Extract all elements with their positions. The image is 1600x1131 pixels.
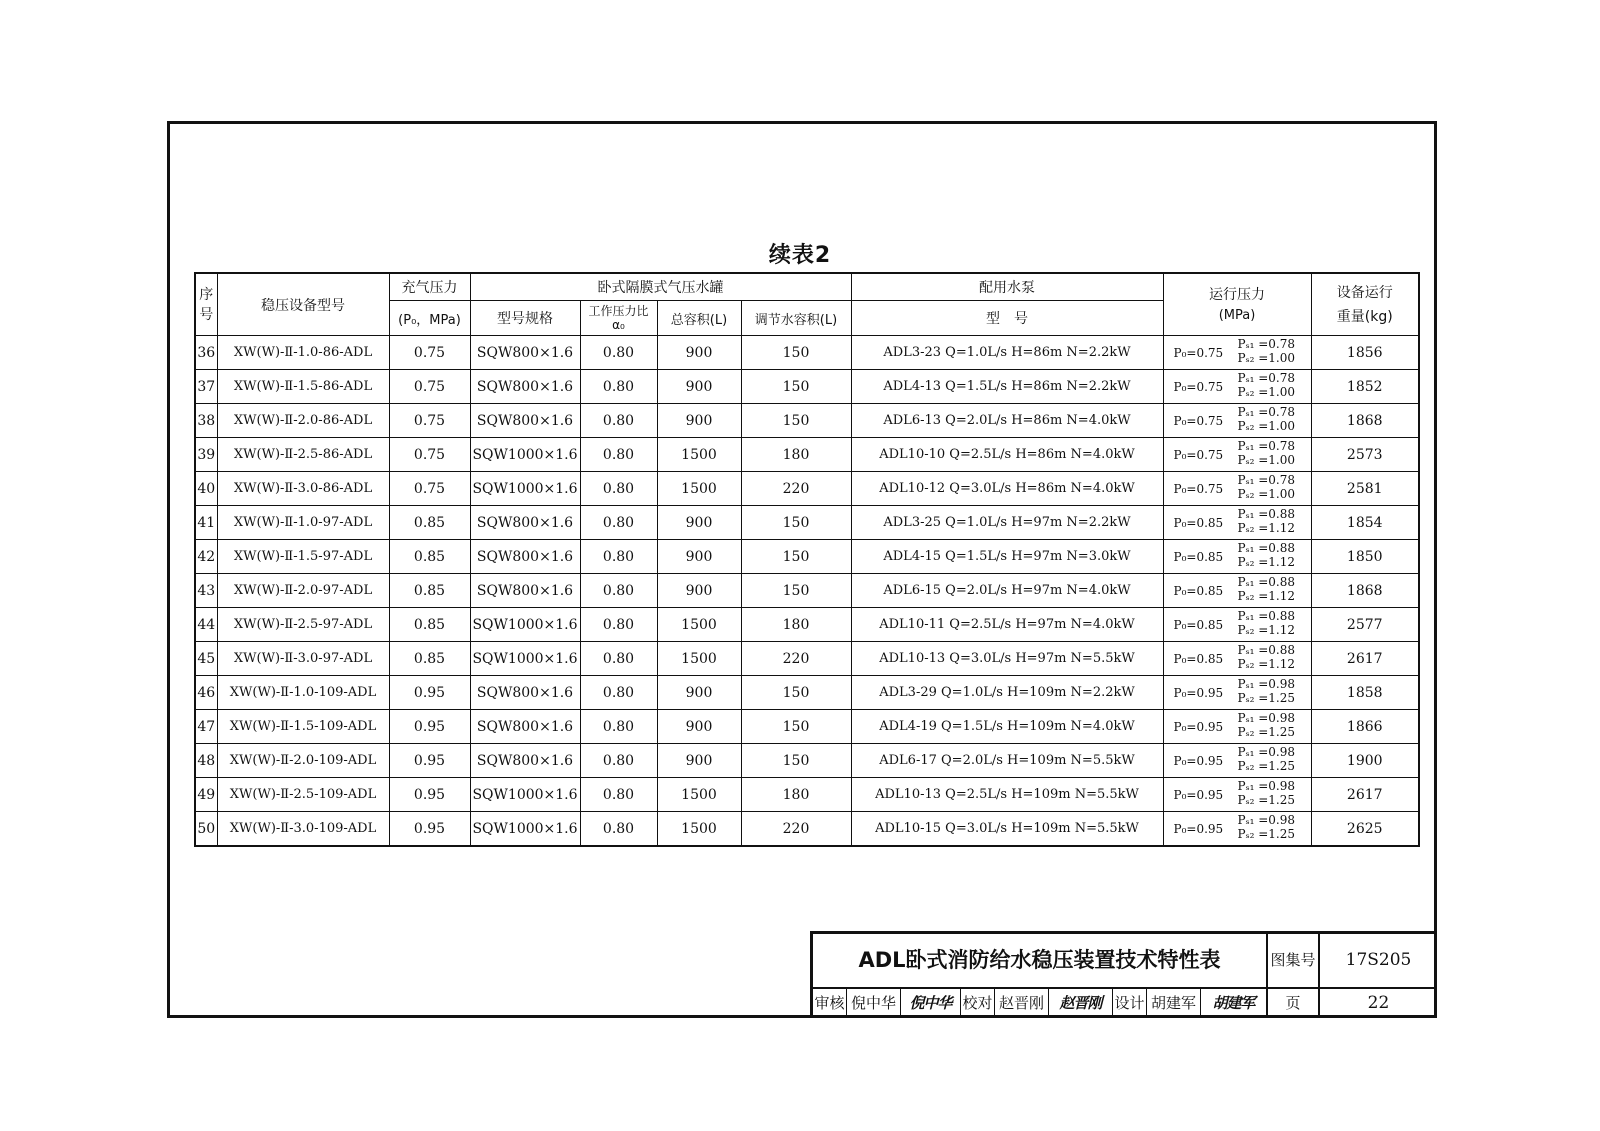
- table-row: [195, 574, 1419, 608]
- pump-model: ADL3-29 Q=1.0L/s H=109m N=2.2kW: [851, 676, 1163, 710]
- spec-table: [194, 272, 1420, 847]
- tank-model: SQW1000×1.6: [470, 438, 580, 472]
- atlas-label: 图集号: [1268, 934, 1320, 987]
- run-pressure-p0: P₀=0.95: [1173, 822, 1224, 836]
- table-row: [195, 472, 1419, 506]
- row-number: 40: [195, 472, 217, 506]
- run-pressure-ps1: Pₛ₁ =0.88: [1237, 507, 1296, 521]
- header-work-ratio-label: 工作压力比: [588, 304, 649, 318]
- title-block: [810, 931, 1437, 1018]
- device-model: XW(W)-Ⅱ-3.0-109-ADL: [217, 812, 389, 847]
- work-ratio: 0.80: [580, 778, 657, 812]
- total-volume: 1500: [657, 812, 741, 847]
- charge-pressure: 0.75: [389, 404, 470, 438]
- total-volume: 1500: [657, 608, 741, 642]
- pump-model: ADL6-15 Q=2.0L/s H=97m N=4.0kW: [851, 574, 1163, 608]
- tank-model: SQW1000×1.6: [470, 608, 580, 642]
- row-number: 50: [195, 812, 217, 847]
- device-model: XW(W)-Ⅱ-1.0-109-ADL: [217, 676, 389, 710]
- tank-model: SQW1000×1.6: [470, 778, 580, 812]
- work-ratio: 0.80: [580, 676, 657, 710]
- run-pressure-p0: P₀=0.85: [1173, 550, 1224, 564]
- run-pressure: [1163, 506, 1311, 540]
- header-pump-model: 型 号: [851, 301, 1163, 336]
- run-pressure: [1163, 812, 1311, 847]
- charge-pressure: 0.75: [389, 336, 470, 370]
- run-pressure-p0: P₀=0.95: [1173, 788, 1224, 802]
- tank-model: SQW800×1.6: [470, 676, 580, 710]
- total-volume: 1500: [657, 778, 741, 812]
- device-model: XW(W)-Ⅱ-2.5-97-ADL: [217, 608, 389, 642]
- total-volume: 900: [657, 574, 741, 608]
- run-pressure-ps2: Pₛ₂ =1.25: [1237, 827, 1296, 841]
- tank-model: SQW1000×1.6: [470, 812, 580, 847]
- operating-weight: 1866: [1311, 710, 1419, 744]
- row-number: 46: [195, 676, 217, 710]
- operating-weight: 1868: [1311, 404, 1419, 438]
- run-pressure-ps2: Pₛ₂ =1.25: [1237, 691, 1296, 705]
- header-weight-label: 设备运行: [1336, 284, 1393, 301]
- table-row: [195, 710, 1419, 744]
- work-ratio: 0.80: [580, 812, 657, 847]
- row-number: 37: [195, 370, 217, 404]
- charge-pressure: 0.75: [389, 370, 470, 404]
- operating-weight: 1858: [1311, 676, 1419, 710]
- run-pressure-p0: P₀=0.85: [1173, 516, 1224, 530]
- checker-signature: 赵晋刚: [1049, 989, 1113, 1018]
- page-number: 22: [1367, 993, 1390, 1013]
- run-pressure-ps: [1238, 473, 1296, 501]
- work-ratio: 0.80: [580, 506, 657, 540]
- tank-model: SQW800×1.6: [470, 506, 580, 540]
- operating-weight: 1850: [1311, 540, 1419, 574]
- header-work-ratio: [580, 301, 657, 336]
- tank-model: SQW800×1.6: [470, 336, 580, 370]
- run-pressure-ps: [1238, 337, 1296, 365]
- pump-model: ADL4-15 Q=1.5L/s H=97m N=3.0kW: [851, 540, 1163, 574]
- device-model: XW(W)-Ⅱ-1.5-109-ADL: [217, 710, 389, 744]
- device-model: XW(W)-Ⅱ-3.0-97-ADL: [217, 642, 389, 676]
- device-model: XW(W)-Ⅱ-2.0-97-ADL: [217, 574, 389, 608]
- header-charge-pressure-unit: (P₀，MPa): [389, 301, 470, 336]
- tank-model: SQW800×1.6: [470, 744, 580, 778]
- adjust-volume: 180: [741, 778, 851, 812]
- row-number: 42: [195, 540, 217, 574]
- charge-pressure: 0.75: [389, 438, 470, 472]
- header-device-model: 稳压设备型号: [217, 273, 389, 336]
- operating-weight: 2617: [1311, 642, 1419, 676]
- run-pressure-ps1: Pₛ₁ =0.98: [1237, 711, 1296, 725]
- run-pressure-ps2: Pₛ₂ =1.00: [1237, 385, 1296, 399]
- run-pressure: [1163, 710, 1311, 744]
- run-pressure: [1163, 370, 1311, 404]
- charge-pressure: 0.95: [389, 744, 470, 778]
- run-pressure-p0: P₀=0.75: [1173, 482, 1224, 496]
- run-pressure-p0: P₀=0.85: [1173, 618, 1224, 632]
- tank-model: SQW1000×1.6: [470, 642, 580, 676]
- work-ratio: 0.80: [580, 574, 657, 608]
- run-pressure-ps2: Pₛ₂ =1.12: [1237, 589, 1296, 603]
- device-model: XW(W)-Ⅱ-1.5-86-ADL: [217, 370, 389, 404]
- header-weight: [1311, 273, 1419, 336]
- pump-model: ADL6-13 Q=2.0L/s H=86m N=4.0kW: [851, 404, 1163, 438]
- pump-model: ADL10-10 Q=2.5L/s H=86m N=4.0kW: [851, 438, 1163, 472]
- run-pressure-p0: P₀=0.85: [1173, 584, 1224, 598]
- table-row: [195, 642, 1419, 676]
- header-work-ratio-symbol: α₀: [612, 318, 625, 332]
- header-run-pressure-unit: (MPa): [1218, 307, 1256, 323]
- run-pressure-ps1: Pₛ₁ =0.88: [1237, 541, 1296, 555]
- run-pressure: [1163, 608, 1311, 642]
- total-volume: 900: [657, 676, 741, 710]
- total-volume: 900: [657, 336, 741, 370]
- row-number: 38: [195, 404, 217, 438]
- operating-weight: 2625: [1311, 812, 1419, 847]
- table-row: [195, 506, 1419, 540]
- work-ratio: 0.80: [580, 438, 657, 472]
- row-number: 47: [195, 710, 217, 744]
- adjust-volume: 150: [741, 336, 851, 370]
- header-total-volume: 总容积(L): [657, 301, 741, 336]
- run-pressure-ps: [1238, 371, 1296, 399]
- device-model: XW(W)-Ⅱ-1.0-86-ADL: [217, 336, 389, 370]
- table-row: [195, 778, 1419, 812]
- run-pressure-ps: [1238, 677, 1296, 705]
- adjust-volume: 150: [741, 710, 851, 744]
- operating-weight: 1856: [1311, 336, 1419, 370]
- total-volume: 900: [657, 506, 741, 540]
- table-row: [195, 540, 1419, 574]
- run-pressure: [1163, 540, 1311, 574]
- row-number: 36: [195, 336, 217, 370]
- header-run-pressure-label: 运行压力: [1209, 286, 1265, 303]
- atlas-number: 17S205: [1345, 950, 1412, 970]
- work-ratio: 0.80: [580, 710, 657, 744]
- run-pressure: [1163, 336, 1311, 370]
- operating-weight: 1854: [1311, 506, 1419, 540]
- title-block-sign-row: [813, 989, 1437, 1018]
- work-ratio: 0.80: [580, 744, 657, 778]
- table-row: [195, 744, 1419, 778]
- run-pressure-ps1: Pₛ₁ =0.98: [1237, 745, 1296, 759]
- charge-pressure: 0.75: [389, 472, 470, 506]
- adjust-volume: 220: [741, 472, 851, 506]
- adjust-volume: 150: [741, 540, 851, 574]
- pump-model: ADL4-13 Q=1.5L/s H=86m N=2.2kW: [851, 370, 1163, 404]
- run-pressure-ps1: Pₛ₁ =0.98: [1237, 779, 1296, 793]
- run-pressure-ps1: Pₛ₁ =0.88: [1237, 609, 1296, 623]
- run-pressure-ps2: Pₛ₂ =1.25: [1237, 793, 1296, 807]
- header-pump-group: 配用水泵: [851, 273, 1163, 301]
- header-tank-group: 卧式隔膜式气压水罐: [470, 273, 851, 301]
- work-ratio: 0.80: [580, 642, 657, 676]
- pump-model: ADL10-15 Q=3.0L/s H=109m N=5.5kW: [851, 812, 1163, 847]
- run-pressure-ps1: Pₛ₁ =0.98: [1237, 677, 1296, 691]
- spec-table-body: [195, 336, 1419, 847]
- design-label: 设计: [1113, 989, 1147, 1018]
- designer-signature: 胡建军: [1201, 989, 1268, 1018]
- run-pressure-ps1: Pₛ₁ =0.78: [1237, 439, 1296, 453]
- run-pressure-ps1: Pₛ₁ =0.88: [1237, 643, 1296, 657]
- run-pressure-ps: [1238, 711, 1296, 739]
- total-volume: 900: [657, 540, 741, 574]
- charge-pressure: 0.95: [389, 778, 470, 812]
- run-pressure: [1163, 472, 1311, 506]
- run-pressure-ps2: Pₛ₂ =1.00: [1237, 453, 1296, 467]
- charge-pressure: 0.95: [389, 676, 470, 710]
- run-pressure-ps: [1238, 745, 1296, 773]
- device-model: XW(W)-Ⅱ-1.5-97-ADL: [217, 540, 389, 574]
- table-row: [195, 404, 1419, 438]
- total-volume: 1500: [657, 642, 741, 676]
- tank-model: SQW800×1.6: [470, 574, 580, 608]
- run-pressure-p0: P₀=0.75: [1173, 448, 1224, 462]
- header-run-pressure: [1163, 273, 1311, 336]
- run-pressure-ps2: Pₛ₂ =1.12: [1237, 521, 1296, 535]
- header-adjust-volume: 调节水容积(L): [741, 301, 851, 336]
- run-pressure-p0: P₀=0.95: [1173, 720, 1224, 734]
- work-ratio: 0.80: [580, 370, 657, 404]
- device-model: XW(W)-Ⅱ-2.0-86-ADL: [217, 404, 389, 438]
- operating-weight: 2577: [1311, 608, 1419, 642]
- run-pressure-p0: P₀=0.75: [1173, 346, 1224, 360]
- pump-model: ADL3-25 Q=1.0L/s H=97m N=2.2kW: [851, 506, 1163, 540]
- header-seq: 序号: [195, 273, 217, 336]
- run-pressure-p0: P₀=0.75: [1173, 414, 1224, 428]
- run-pressure-ps2: Pₛ₂ =1.25: [1237, 759, 1296, 773]
- run-pressure: [1163, 642, 1311, 676]
- work-ratio: 0.80: [580, 608, 657, 642]
- run-pressure-ps2: Pₛ₂ =1.00: [1237, 419, 1296, 433]
- reviewer-name: 倪中华: [847, 989, 901, 1018]
- total-volume: 900: [657, 710, 741, 744]
- table-title: 续表2: [768, 243, 832, 268]
- charge-pressure: 0.85: [389, 642, 470, 676]
- device-model: XW(W)-Ⅱ-3.0-86-ADL: [217, 472, 389, 506]
- table-row: [195, 336, 1419, 370]
- work-ratio: 0.80: [580, 540, 657, 574]
- adjust-volume: 220: [741, 812, 851, 847]
- work-ratio: 0.80: [580, 336, 657, 370]
- total-volume: 1500: [657, 438, 741, 472]
- run-pressure-ps: [1238, 609, 1296, 637]
- tank-model: SQW800×1.6: [470, 540, 580, 574]
- row-number: 49: [195, 778, 217, 812]
- run-pressure-ps: [1238, 779, 1296, 807]
- tank-model: SQW800×1.6: [470, 404, 580, 438]
- run-pressure-ps1: Pₛ₁ =0.98: [1237, 813, 1296, 827]
- run-pressure-ps: [1238, 405, 1296, 433]
- check-label: 校对: [961, 989, 995, 1018]
- run-pressure-ps: [1238, 507, 1296, 535]
- device-model: XW(W)-Ⅱ-2.5-109-ADL: [217, 778, 389, 812]
- row-number: 39: [195, 438, 217, 472]
- adjust-volume: 150: [741, 370, 851, 404]
- adjust-volume: 180: [741, 438, 851, 472]
- checker-name: 赵晋刚: [995, 989, 1049, 1018]
- pump-model: ADL3-23 Q=1.0L/s H=86m N=2.2kW: [851, 336, 1163, 370]
- run-pressure-ps: [1238, 813, 1296, 841]
- designer-name: 胡建军: [1147, 989, 1201, 1018]
- run-pressure-ps2: Pₛ₂ =1.12: [1237, 657, 1296, 671]
- table-row: [195, 608, 1419, 642]
- work-ratio: 0.80: [580, 404, 657, 438]
- adjust-volume: 150: [741, 404, 851, 438]
- run-pressure-ps: [1238, 575, 1296, 603]
- work-ratio: 0.80: [580, 472, 657, 506]
- row-number: 45: [195, 642, 217, 676]
- table-row: [195, 676, 1419, 710]
- run-pressure-p0: P₀=0.75: [1173, 380, 1224, 394]
- pump-model: ADL10-12 Q=3.0L/s H=86m N=4.0kW: [851, 472, 1163, 506]
- total-volume: 900: [657, 744, 741, 778]
- run-pressure-ps2: Pₛ₂ =1.12: [1237, 555, 1296, 569]
- run-pressure-ps2: Pₛ₂ =1.25: [1237, 725, 1296, 739]
- device-model: XW(W)-Ⅱ-1.0-97-ADL: [217, 506, 389, 540]
- run-pressure-ps1: Pₛ₁ =0.88: [1237, 575, 1296, 589]
- adjust-volume: 150: [741, 744, 851, 778]
- adjust-volume: 150: [741, 506, 851, 540]
- pump-model: ADL10-11 Q=2.5L/s H=97m N=4.0kW: [851, 608, 1163, 642]
- run-pressure-ps1: Pₛ₁ =0.78: [1237, 405, 1296, 419]
- charge-pressure: 0.85: [389, 608, 470, 642]
- run-pressure-ps: [1238, 541, 1296, 569]
- charge-pressure: 0.85: [389, 574, 470, 608]
- operating-weight: 1852: [1311, 370, 1419, 404]
- reviewer-signature: 倪中华: [901, 989, 961, 1018]
- table-row: [195, 812, 1419, 847]
- tank-model: SQW1000×1.6: [470, 472, 580, 506]
- row-number: 44: [195, 608, 217, 642]
- pump-model: ADL6-17 Q=2.0L/s H=109m N=5.5kW: [851, 744, 1163, 778]
- pump-model: ADL4-19 Q=1.5L/s H=109m N=4.0kW: [851, 710, 1163, 744]
- run-pressure-ps1: Pₛ₁ =0.78: [1237, 337, 1296, 351]
- header-weight-unit: 重量(kg): [1336, 308, 1393, 325]
- row-number: 48: [195, 744, 217, 778]
- page-label: 页: [1268, 989, 1320, 1018]
- header-charge-pressure: 充气压力: [389, 273, 470, 301]
- adjust-volume: 150: [741, 574, 851, 608]
- run-pressure-p0: P₀=0.85: [1173, 652, 1224, 666]
- title-block-top-row: [813, 934, 1437, 989]
- device-model: XW(W)-Ⅱ-2.5-86-ADL: [217, 438, 389, 472]
- device-model: XW(W)-Ⅱ-2.0-109-ADL: [217, 744, 389, 778]
- run-pressure-ps2: Pₛ₂ =1.00: [1237, 351, 1296, 365]
- adjust-volume: 180: [741, 608, 851, 642]
- charge-pressure: 0.85: [389, 506, 470, 540]
- total-volume: 900: [657, 404, 741, 438]
- drawing-title: ADL卧式消防给水稳压装置技术特性表: [813, 934, 1268, 987]
- table-row: [195, 370, 1419, 404]
- run-pressure-ps1: Pₛ₁ =0.78: [1237, 473, 1296, 487]
- run-pressure: [1163, 574, 1311, 608]
- run-pressure-ps1: Pₛ₁ =0.78: [1237, 371, 1296, 385]
- charge-pressure: 0.85: [389, 540, 470, 574]
- run-pressure-ps2: Pₛ₂ =1.00: [1237, 487, 1296, 501]
- operating-weight: 1900: [1311, 744, 1419, 778]
- pump-model: ADL10-13 Q=3.0L/s H=97m N=5.5kW: [851, 642, 1163, 676]
- operating-weight: 2573: [1311, 438, 1419, 472]
- operating-weight: 2581: [1311, 472, 1419, 506]
- run-pressure: [1163, 778, 1311, 812]
- adjust-volume: 220: [741, 642, 851, 676]
- pump-model: ADL10-13 Q=2.5L/s H=109m N=5.5kW: [851, 778, 1163, 812]
- run-pressure-ps: [1238, 643, 1296, 671]
- operating-weight: 2617: [1311, 778, 1419, 812]
- tank-model: SQW800×1.6: [470, 710, 580, 744]
- row-number: 43: [195, 574, 217, 608]
- run-pressure: [1163, 404, 1311, 438]
- total-volume: 900: [657, 370, 741, 404]
- adjust-volume: 150: [741, 676, 851, 710]
- header-tank-model: 型号规格: [470, 301, 580, 336]
- tank-model: SQW800×1.6: [470, 370, 580, 404]
- run-pressure-ps2: Pₛ₂ =1.12: [1237, 623, 1296, 637]
- operating-weight: 1868: [1311, 574, 1419, 608]
- run-pressure-p0: P₀=0.95: [1173, 686, 1224, 700]
- run-pressure: [1163, 744, 1311, 778]
- table-row: [195, 438, 1419, 472]
- run-pressure: [1163, 676, 1311, 710]
- row-number: 41: [195, 506, 217, 540]
- run-pressure-ps: [1238, 439, 1296, 467]
- run-pressure: [1163, 438, 1311, 472]
- total-volume: 1500: [657, 472, 741, 506]
- run-pressure-p0: P₀=0.95: [1173, 754, 1224, 768]
- charge-pressure: 0.95: [389, 812, 470, 847]
- review-label: 审核: [813, 989, 847, 1018]
- charge-pressure: 0.95: [389, 710, 470, 744]
